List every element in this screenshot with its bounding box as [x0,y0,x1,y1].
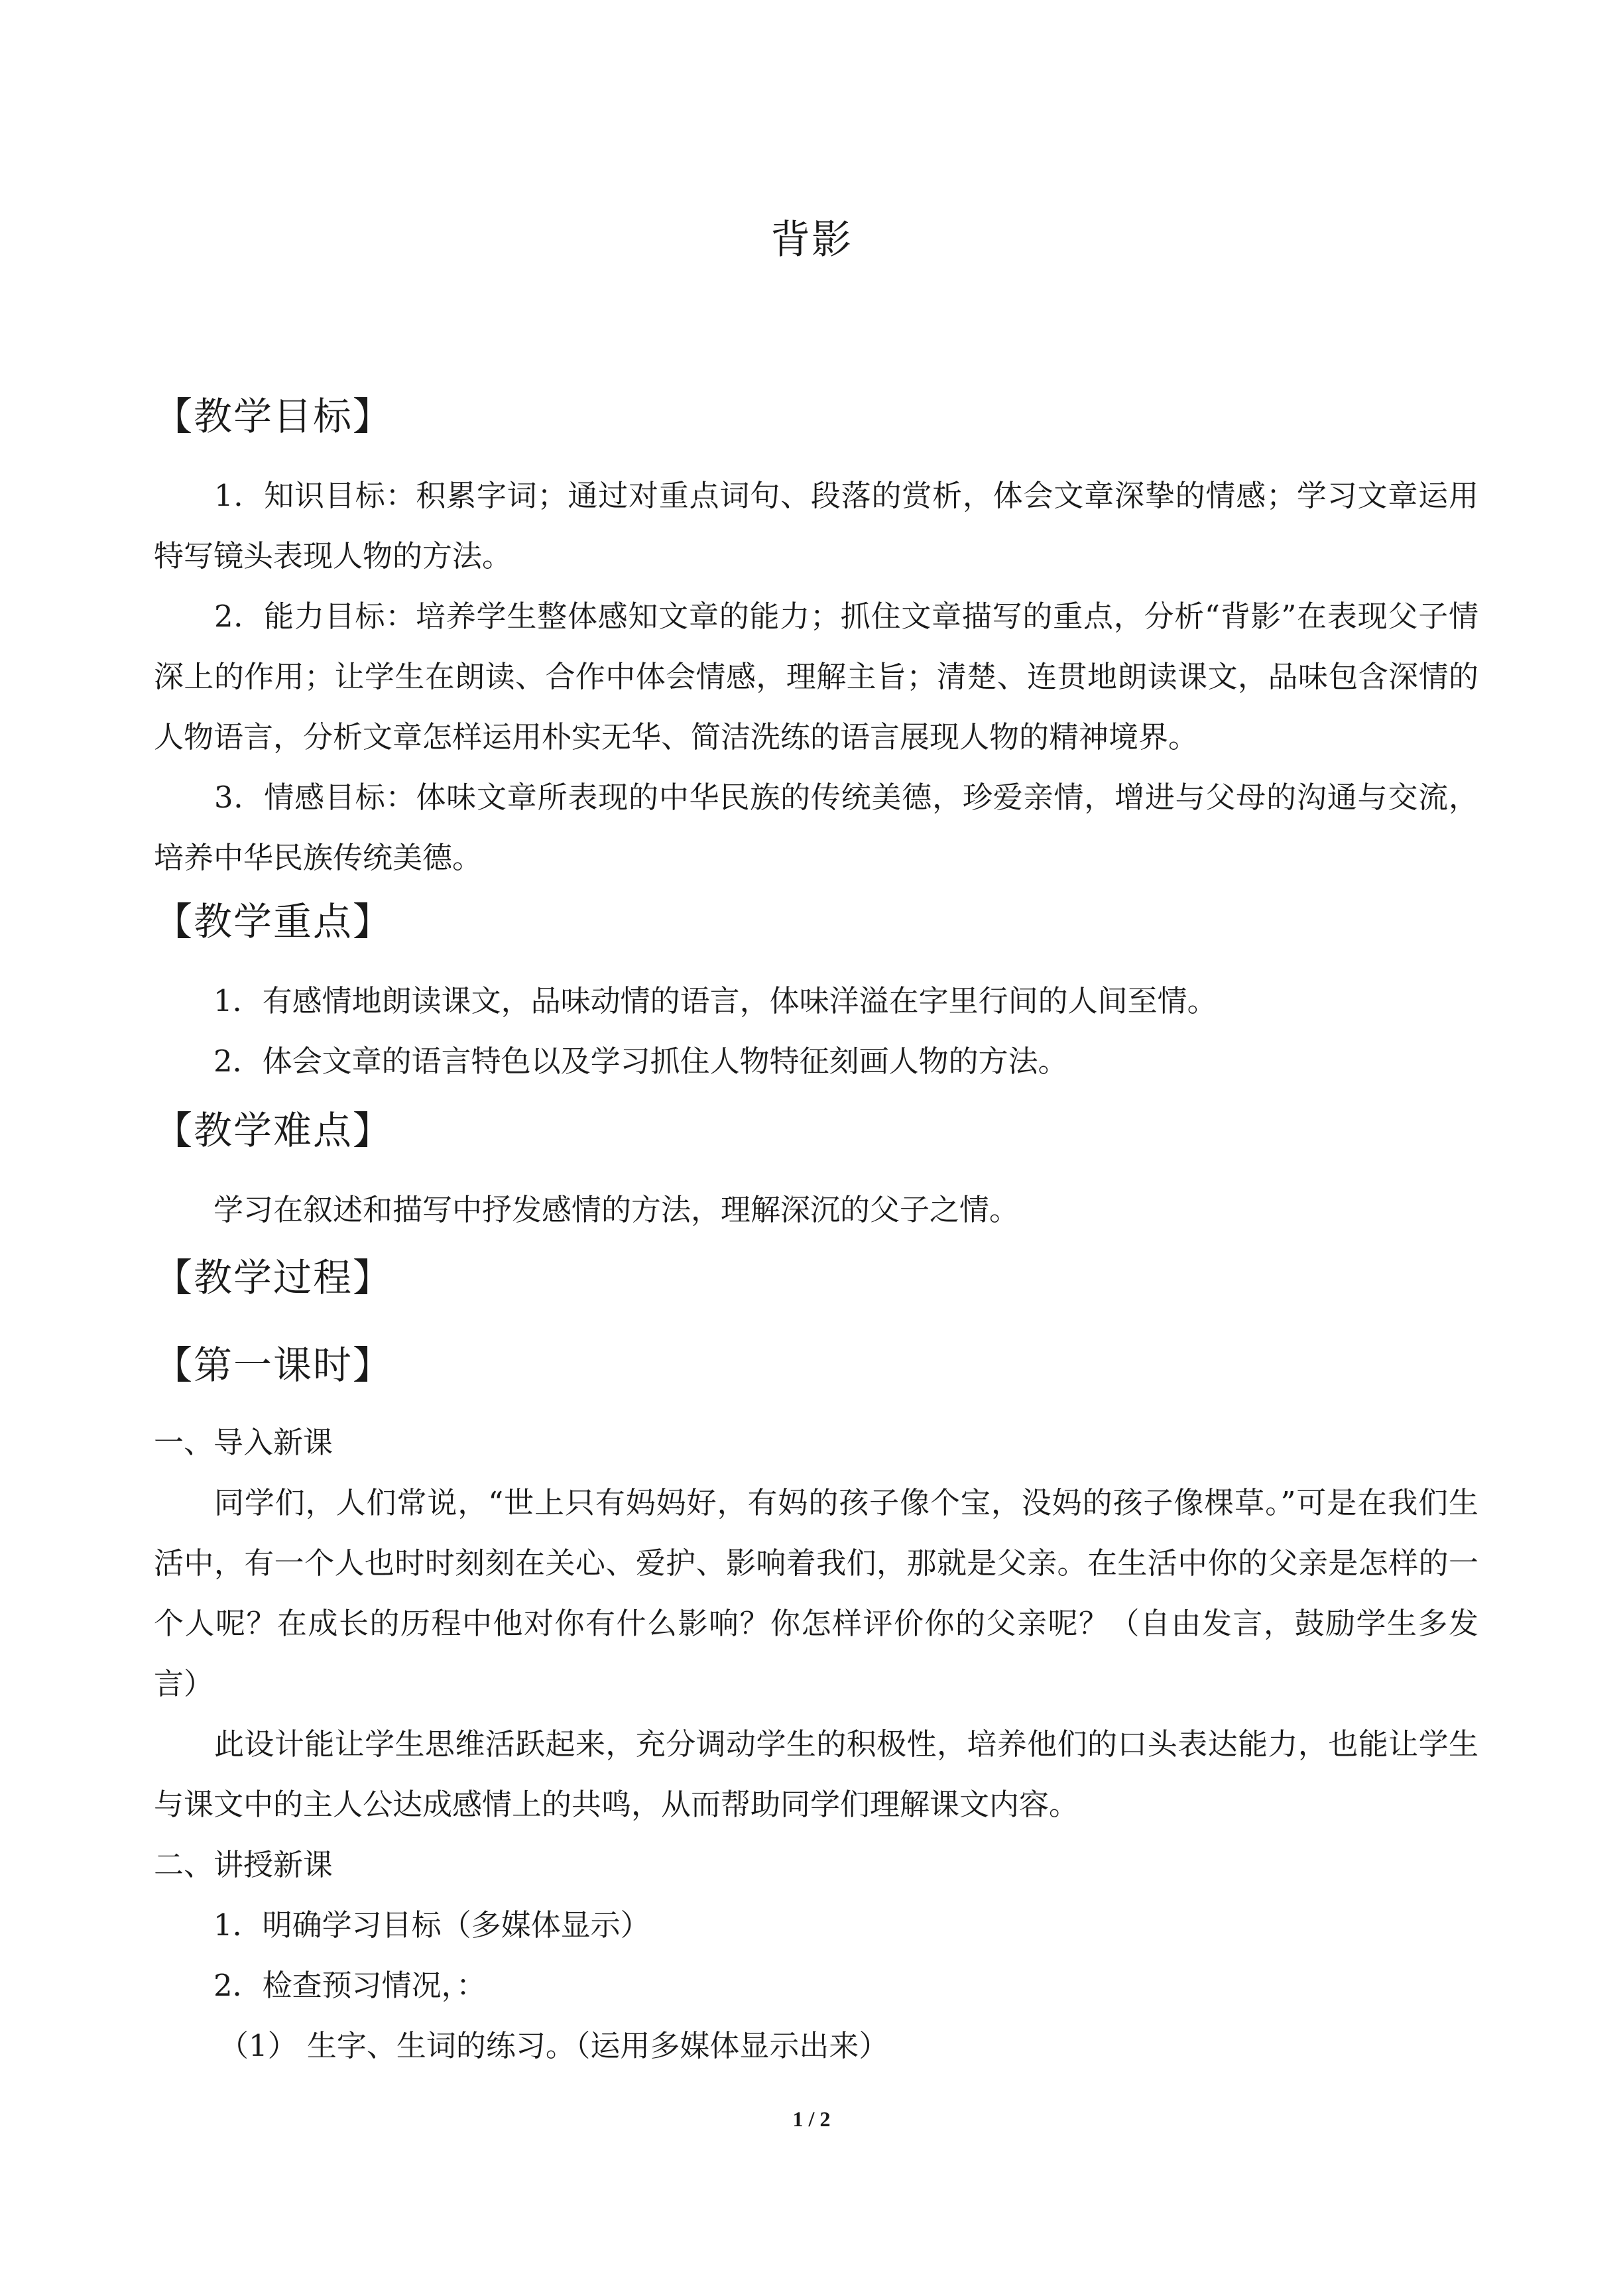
heading-difficulties: 【教学难点】 [154,1108,393,1153]
key-point-1: 1．有感情地朗读课文，品味动情的语言，体味洋溢在字里行间的人间至情。 [213,983,1217,1018]
heading-key-points: 【教学重点】 [154,899,393,944]
teach-item-goal: 1．明确学习目标（多媒体显示） [213,1907,650,1943]
teach-item-preview: 2．检查预习情况，： [213,1968,487,2003]
difficulty-text: 学习在叙述和描写中抒发感情的方法，理解深沉的父子之情。 [213,1192,1020,1227]
objective-ability: 2．能力目标：培养学生整体感知文章的能力；抓住文章描写的重点，分析“背影”在表现父子情深上的作用；让学生在朗读、合作中体会情感，理解主旨；清楚、连贯地朗读课文，品味包含深情的人物语言，分析文章怎样运用朴实无华、简洁洗练的语言展现人物的精神境界。 [154,599,1478,755]
section-intro-title: 一、导入新课 [154,1425,333,1460]
page-number: 1 / 2 [792,2107,831,2131]
objective-knowledge: 1．知识目标：积累字词；通过对重点词句、段落的赏析，体会文章深挚的情感；学习文章运用特写镜头表现人物的方法。 [154,478,1478,574]
page-title: 背影 [770,217,853,263]
section-teach-title: 二、讲授新课 [154,1847,333,1882]
heading-objectives: 【教学目标】 [154,394,393,439]
heading-first-lesson: 【第一课时】 [154,1343,393,1388]
intro-paragraph: 同学们，人们常说，“世上只有妈妈好，有妈的孩子像个宝，没妈的孩子像棵草。”可是在我们生活中，有一个人也时时刻刻在关心、爱护、影响着我们，那就是父亲。在生活中你的父亲是怎样的一个人呢？在成长的历程中他对你有什么影响？你怎样评价你的父亲呢？（自由发言，鼓励学生多发言） [154,1485,1478,1701]
heading-process: 【教学过程】 [154,1255,393,1300]
objective-emotion: 3．情感目标：体味文章所表现的中华民族的传统美德，珍爱亲情，增进与父母的沟通与交流，培养中华民族传统美德。 [154,780,1478,875]
key-point-2: 2．体会文章的语言特色以及学习抓住人物特征刻画人物的方法。 [213,1044,1068,1079]
teach-subitem-vocab: （1） 生字、生词的练习。（运用多媒体显示出来） [219,2028,889,2063]
design-note-paragraph: 此设计能让学生思维活跃起来，充分调动学生的积极性，培养他们的口头表达能力，也能让学生与课文中的主人公达成感情上的共鸣，从而帮助同学们理解课文内容。 [154,1726,1478,1822]
